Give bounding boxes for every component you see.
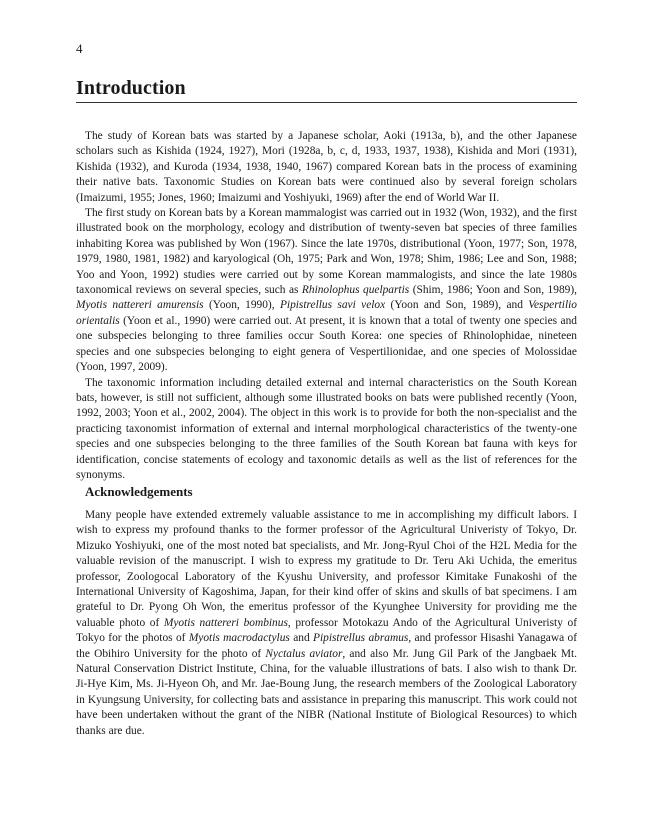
species-name: Myotis macrodactylus [188, 632, 290, 645]
species-name: Myotis nattereri bombinus [163, 616, 288, 629]
chapter-title: Introduction [76, 77, 186, 99]
intro-paragraph-2 [76, 206, 577, 375]
acknowledgements-body [76, 508, 577, 739]
species-name: Nyctalus aviator [265, 647, 343, 660]
species-name: Myotis nattereri amurensis [76, 299, 204, 312]
text-run: , and professor Hisashi Yanagawa of the Obihiro University for the photo of [76, 632, 577, 660]
acknowledgements-heading: Acknowledgements [85, 484, 193, 499]
text-run: The taxonomic information including detailed external and internal characteristics on the South Korean bats, however, is still not sufficient, although some illustrated books on bats were published recently (Yoon, 1992, 2003; Yoon et al., 2002, 2004). The object in this work is to provide for both the non-specialist and the practicing taxonomist information of external and internal morphological characteristics of the twenty-one species and one subspecies belonging to the three families of the South Korean bat fauna with keys for identification, concise statements of ecology and taxonomic details as well as the list of references for the synonyms. [76, 376, 577, 481]
text-run: The study of Korean bats was started by a Japanese scholar, Aoki (1913a, b), and the other Japanese scholars such as Kishida (1924, 1927), Mori (1928a, b, c, d, 1933, 1937, 1938), Kishida and Mori (1931), Kishida (1932), and Kuroda (1934, 1938, 1940, 1967) compared Korean bats in the process of examining their native bats. Taxonomic Studies on Korean bats were continued also by several foreign scholars (Imaizumi, 1955; Jones, 1960; Imaizumi and Yoshiyuki, 1969) after the end of World War II. [76, 130, 577, 204]
title-rule [76, 102, 577, 103]
text-run: The first study on Korean bats by a Korean mammalogist was carried out in 1932 (Won, 1932), and the first illustrated book on the morphology, ecology and distribution of twenty-seven bat species of three families inhabiting Korea was published by Won (1967). Since the late 1970s, distributional (Yoon, 1977; Son, 1978, 1979, 1980, 1981, 1982) and karyological (Oh, 1975; Park and Won, 1978; Shim, 1986; Lee and Son, 1988; Yoo and Yoon, 1992) studies were carried out by some Korean mammalogists, and since the late 1980s taxonomical reviews on several species, such as [76, 207, 577, 297]
introduction-body [76, 129, 577, 483]
species-name: Rhinolophus quelpartis [301, 284, 410, 297]
text-run: (Yoon and Son, 1989), and [385, 299, 529, 312]
species-name: Vespertilio orientalis [76, 299, 577, 327]
species-name: Pipistrellus abramus [313, 632, 409, 645]
species-name: Pipistrellus savi velox [279, 299, 386, 312]
text-run: (Shim, 1986; Yoon and Son, 1989), [409, 284, 577, 297]
text-run: , and also Mr. Jung Gil Park of the Jangbaek Mt. Natural Conservation District Institute, China, for the valuable illustrations of bats. I also wish to thank Dr. Ji-Hye Kim, Ms. Ji-Hyeon Oh, and Mr. Jae-Boung Jung, the research members of the Zoological Laboratory in Kyungsung University, for collecting bats and assistance in preparing this manuscript. This work could not have been undertaken without the grant of the NIBR (National Institute of Biological Resources) to which thanks are due. [76, 647, 577, 737]
text-run: , professor Motokazu Ando of the Agricultural Univeristy of Tokyo for the photos of [76, 616, 578, 645]
acknowledgements-paragraph [76, 508, 577, 739]
page-number: 4 [76, 41, 83, 56]
intro-paragraph-1 [76, 129, 577, 206]
intro-paragraph-3 [76, 376, 577, 484]
text-run: (Yoon, 1990), [203, 299, 280, 312]
text-run: Many people have extended extremely valuable assistance to me in accomplishing my difficult labors. I wish to express my profound thanks to the former professor of the Agricultural Univeristy of Tokyo, Dr. Mizuko Yoshiyuki, one of the most noted bat specialists, and Mr. Jong-Ryul Choi of the H2L Media for the valuable revision of the manuscript. I wish to express my gratitude to Dr. Teru Aki Uchida, the emeritus professor, Zoologocal Laboratory of the Kyushu University, and professor Kimitake Funakoshi of the International University of Kagoshima, Japan, for their kind offer of skins and skulls of bat specimens. I am grateful to Dr. Pyong Oh Won, the emeritus professor of the Kyunghee University for providing me the valuable photo of [76, 509, 577, 629]
text-run: (Yoon et al., 1990) were carried out. At present, it is known that a total of twenty one species and one subspecies belonging to three families occur South Korea: one species of Rhinolophidae, nineteen species and one subspecies belonging to eight genera of Vespertilionidae, and one species of Molossidae (Yoon, 1997, 2009). [76, 314, 577, 374]
text-run: and [289, 632, 313, 645]
